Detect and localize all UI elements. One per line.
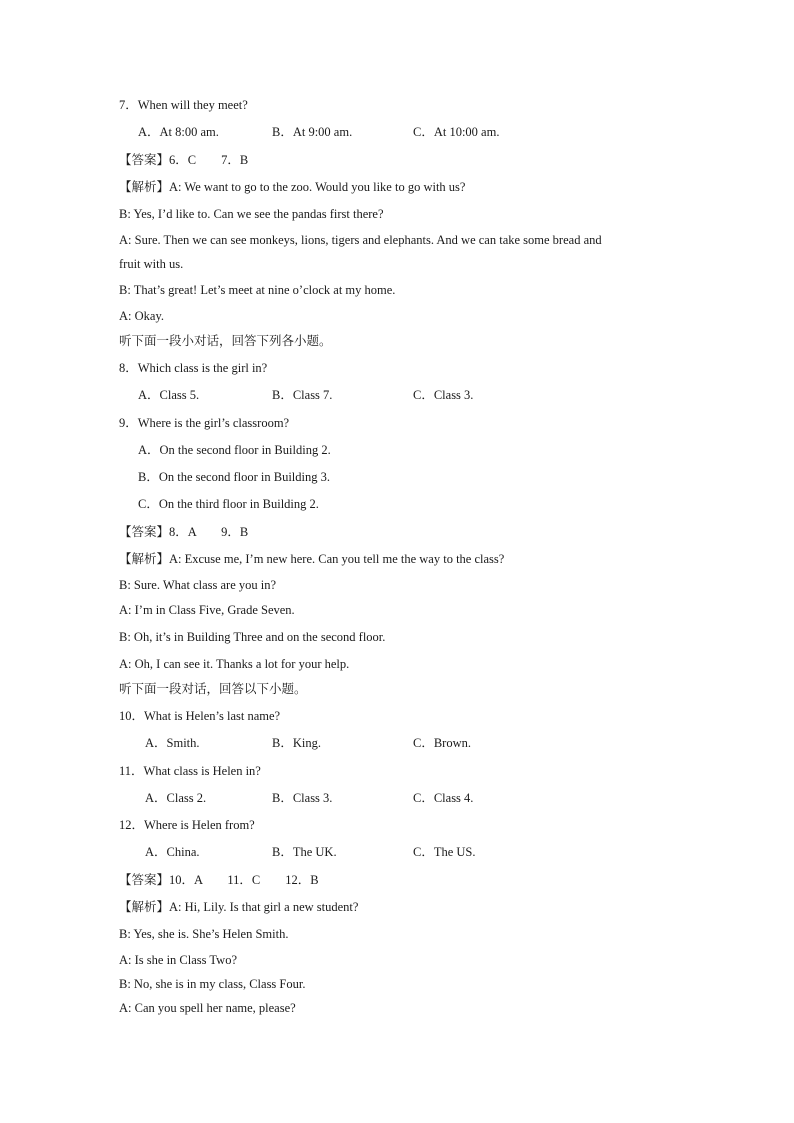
q12-option-a: A．China. (145, 845, 200, 859)
analysis-6-7-line: fruit with us. (119, 257, 184, 271)
question-7: 7．When will they meet? (119, 98, 248, 112)
answer-8-9: 【答案】8．A 9．B (119, 525, 249, 539)
analysis-10-12-line: A: Is she in Class Two? (119, 953, 237, 967)
q12-option-b: B．The UK. (272, 845, 337, 859)
question-10: 10．What is Helen’s last name? (119, 709, 281, 723)
question-12: 12．Where is Helen from? (119, 818, 255, 832)
question-11: 11．What class is Helen in? (119, 764, 261, 778)
instruction-10-12: 听下面一段对话，回答以下小题。 (119, 682, 307, 696)
analysis-6-7-line: 【解析】A: We want to go to the zoo. Would you like to go with us? (119, 180, 466, 194)
q12-option-c: C．The US. (413, 845, 476, 859)
q9-option-c: C．On the third floor in Building 2. (138, 497, 319, 511)
q10-option-c: C．Brown. (413, 736, 471, 750)
analysis-10-12-line: B: Yes, she is. She’s Helen Smith. (119, 927, 289, 941)
q8-option-b: B．Class 7. (272, 388, 333, 402)
q8-option-a: A．Class 5. (138, 388, 200, 402)
analysis-6-7-line: B: That’s great! Let’s meet at nine o’clock at my home. (119, 283, 396, 297)
analysis-10-12-line: A: Can you spell her name, please? (119, 1001, 296, 1015)
analysis-10-12-line: 【解析】A: Hi, Lily. Is that girl a new student? (119, 900, 359, 914)
analysis-6-7-line: A: Okay. (119, 309, 165, 323)
question-9: 9．Where is the girl’s classroom? (119, 416, 290, 430)
q9-option-a: A．On the second floor in Building 2. (138, 443, 331, 457)
analysis-8-9-line: 【解析】A: Excuse me, I’m new here. Can you tell me the way to the class? (119, 552, 505, 566)
instruction-8-9: 听下面一段小对话，回答下列各小题。 (119, 334, 332, 348)
analysis-6-7-line: B: Yes, I’d like to. Can we see the pandas first there? (119, 207, 384, 221)
analysis-10-12-line: B: No, she is in my class, Class Four. (119, 977, 306, 991)
q11-option-c: C．Class 4. (413, 791, 474, 805)
q7-option-a: A．At 8:00 am. (138, 125, 219, 139)
q7-option-b: B．At 9:00 am. (272, 125, 353, 139)
q11-option-b: B．Class 3. (272, 791, 333, 805)
question-8: 8．Which class is the girl in? (119, 361, 268, 375)
q9-option-b: B．On the second floor in Building 3. (138, 470, 330, 484)
analysis-6-7-line: A: Sure. Then we can see monkeys, lions, tigers and elephants. And we can take some bread and (119, 233, 602, 247)
q10-option-b: B．King. (272, 736, 321, 750)
q7-option-c: C．At 10:00 am. (413, 125, 500, 139)
answer-6-7: 【答案】6．C 7．B (119, 153, 249, 167)
q10-option-a: A．Smith. (145, 736, 200, 750)
q11-option-a: A．Class 2. (145, 791, 207, 805)
answer-10-12: 【答案】10．A 11．C 12．B (119, 873, 319, 887)
analysis-8-9-line: B: Sure. What class are you in? (119, 578, 277, 592)
analysis-8-9-line: B: Oh, it’s in Building Three and on the second floor. (119, 630, 386, 644)
q8-option-c: C．Class 3. (413, 388, 474, 402)
analysis-8-9-line: A: I’m in Class Five, Grade Seven. (119, 603, 295, 617)
analysis-8-9-line: A: Oh, I can see it. Thanks a lot for your help. (119, 657, 350, 671)
